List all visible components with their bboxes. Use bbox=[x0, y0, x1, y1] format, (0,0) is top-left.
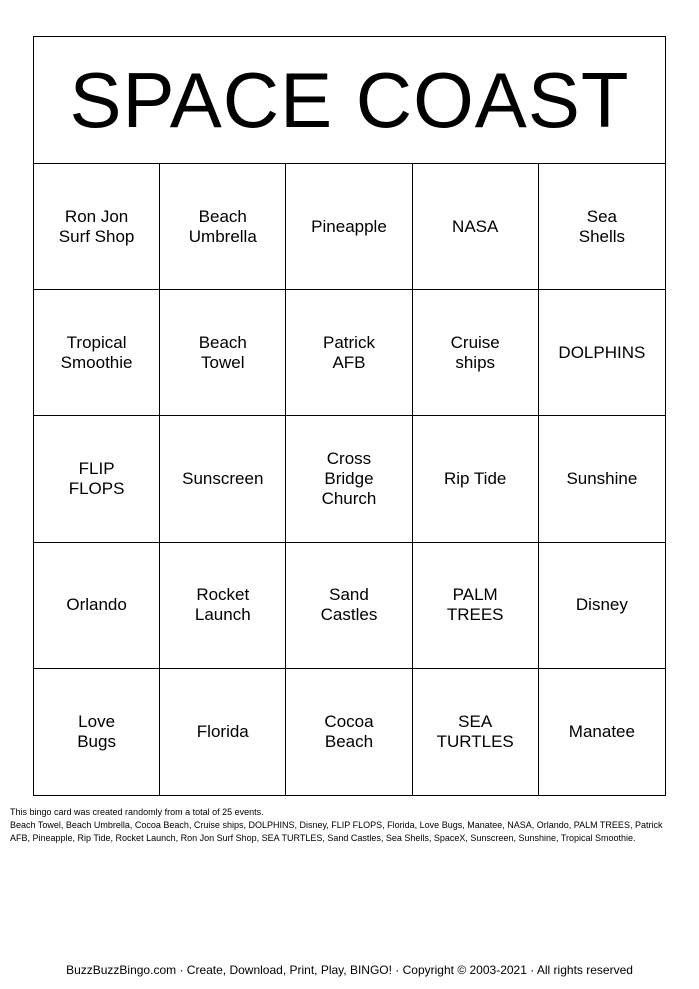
bingo-cell: Manatee bbox=[568, 721, 635, 741]
bingo-cell: Rip Tide bbox=[413, 416, 539, 542]
bingo-cell: Sunshine bbox=[539, 416, 665, 542]
bingo-cell: Florida bbox=[160, 669, 286, 795]
bingo-cell: Beach Umbrella bbox=[160, 164, 286, 290]
bingo-grid bbox=[34, 164, 665, 795]
bingo-cell: Patrick AFB bbox=[286, 290, 412, 416]
bingo-cell: Rocket Launch bbox=[160, 543, 286, 669]
bingo-card bbox=[33, 36, 666, 796]
bingo-cell: DOLPHINS bbox=[539, 290, 665, 416]
bingo-cell: NASA bbox=[413, 164, 539, 290]
bingo-cell: Cruise ships bbox=[413, 290, 539, 416]
bingo-cell: Sea Shells bbox=[539, 164, 665, 290]
bingo-cell: Cocoa Beach bbox=[286, 669, 412, 795]
bingo-cell: SEA TURTLES bbox=[413, 669, 539, 795]
bingo-cell: Cross Bridge Church bbox=[286, 416, 412, 542]
bingo-cell: Love Bugs bbox=[34, 669, 160, 795]
bingo-cell: Orlando bbox=[34, 543, 160, 669]
card-title: SPACE COAST bbox=[34, 37, 665, 164]
bingo-cell: Pineapple bbox=[286, 164, 412, 290]
bingo-cell: Sunscreen bbox=[160, 416, 286, 542]
bingo-cell: Sand Castles bbox=[286, 543, 412, 669]
bingo-cell: Tropical Smoothie bbox=[34, 290, 160, 416]
info-events-list: Beach Towel, Beach Umbrella, Cocoa Beach, Cruise ships, DOLPHINS, Disney, FLIP FLOPS, Florida, Love Bugs, Manatee, NASA, Orlando, PALM TREES, Patrick AFB, Pineapple, Rip Tide, Rocket Launch, Ron Jon Surf Shop, SEA TURTLES, Sand Castles, Sea Shells, SpaceX, Sunscreen, Sunshine, Tropical Smoothie. bbox=[10, 820, 663, 843]
card-info bbox=[10, 806, 680, 845]
bingo-cell: Ron Jon Surf Shop bbox=[34, 164, 160, 290]
bingo-cell: PALM TREES bbox=[413, 543, 539, 669]
bingo-cell: FLIP FLOPS bbox=[34, 416, 160, 542]
site-footer: BuzzBuzzBingo.com · Create, Download, Print, Play, BINGO! · Copyright © 2003-2021 · All rights reserved bbox=[66, 963, 633, 977]
bingo-cell: Disney bbox=[539, 543, 665, 669]
bingo-cell: Beach Towel bbox=[160, 290, 286, 416]
info-summary: This bingo card was created randomly from a total of 25 events. bbox=[10, 807, 264, 817]
